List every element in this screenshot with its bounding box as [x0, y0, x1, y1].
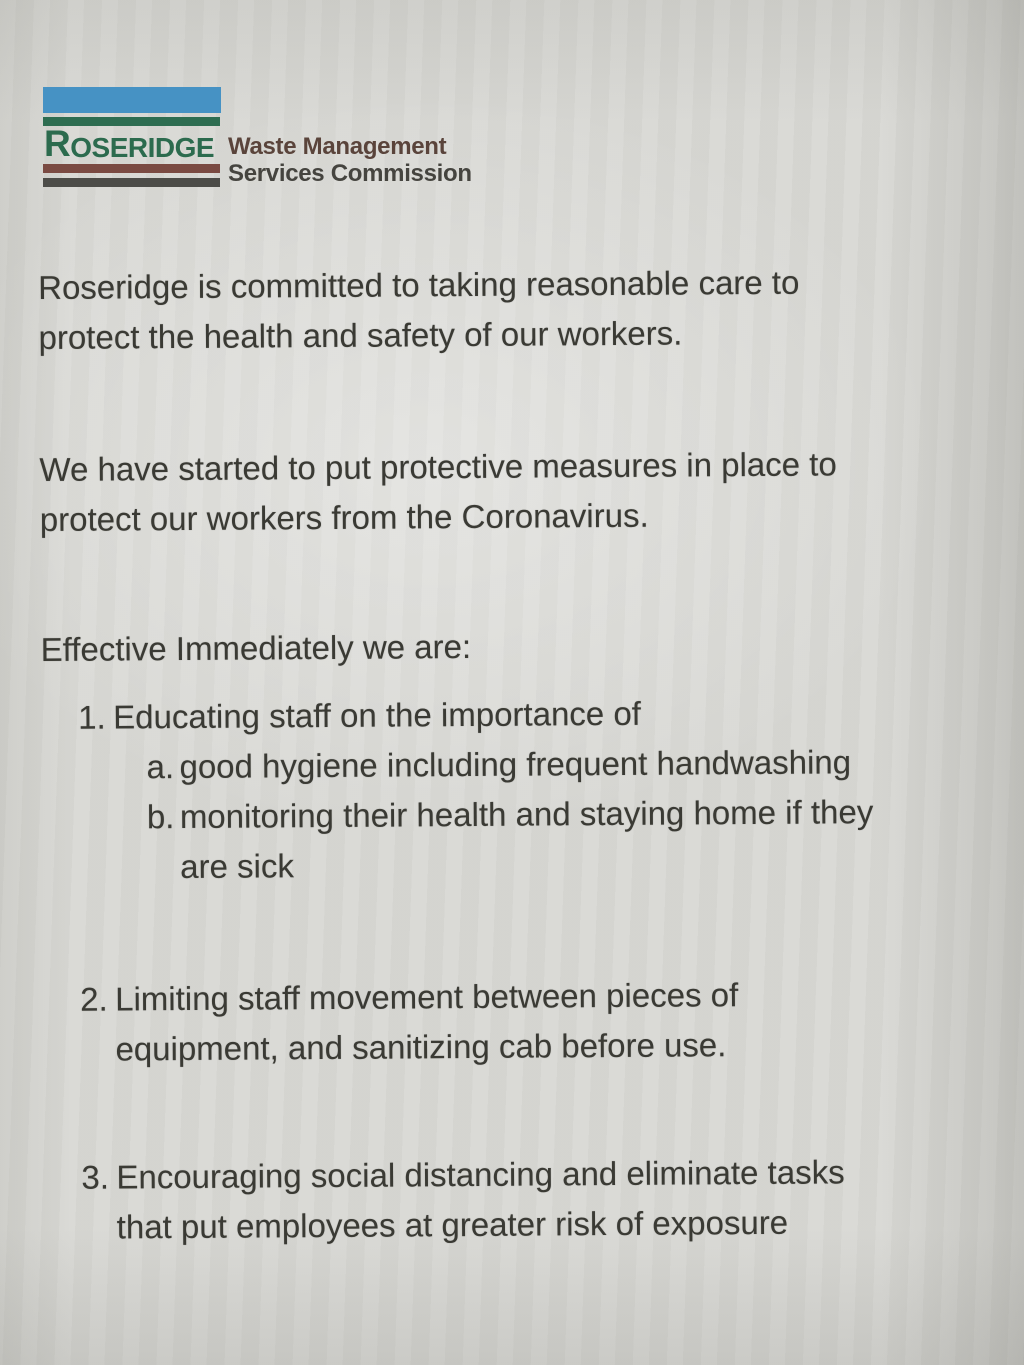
list-item-3-marker: 3. — [81, 1158, 110, 1196]
list-item-line: Educating staff on the importance of — [113, 694, 642, 736]
logo-maroon-bar — [43, 164, 220, 173]
logo-org-name — [228, 133, 472, 187]
list-item-line: are sick — [180, 847, 295, 886]
list-item-1-text — [113, 689, 641, 743]
list-item-3 — [44, 1146, 1024, 1253]
paragraph-line: Roseridge is committed to taking reasonable care to — [38, 263, 800, 306]
logo-mark — [43, 87, 221, 187]
list-item-1a — [41, 736, 1024, 793]
org-name-line-2: Services Commission — [228, 160, 472, 187]
roseridge-logo — [43, 87, 1024, 187]
list-item-line: Encouraging social distancing and eliminate tasks — [116, 1153, 845, 1196]
list-item-line: good hygiene including frequent handwashing — [179, 743, 852, 786]
paragraph-line: protect our workers from the Coronavirus. — [39, 496, 649, 538]
logo-wordmark — [44, 123, 221, 164]
list-item-1b-marker: b. — [146, 798, 175, 836]
wordmark-rest: OSERIDGE — [70, 132, 215, 163]
list-item-2-text — [115, 970, 739, 1074]
list-item-3-text — [116, 1147, 845, 1252]
org-name-line-1: Waste Management — [228, 133, 447, 160]
list-item-1b-text — [180, 787, 874, 892]
wordmark-initial: R — [44, 123, 71, 164]
list-item-1-marker: 1. — [78, 698, 106, 736]
logo-gray-bar — [43, 178, 220, 187]
list-intro: Effective Immediately we are: — [40, 627, 472, 668]
paragraph-line: We have started to put protective measures in place to — [39, 445, 837, 488]
list-item-line: that put employees at greater risk of exposure — [116, 1203, 789, 1246]
list-item-1a-text — [179, 737, 851, 792]
memo-body — [38, 256, 1024, 1253]
list-item-line: equipment, and sanitizing cab before use. — [115, 1026, 727, 1068]
paragraph-commitment — [38, 256, 1024, 363]
list-item-2-marker: 2. — [80, 980, 108, 1018]
list-item-1 — [41, 686, 1024, 743]
paragraph-measures — [39, 438, 1024, 545]
list-item-1a-marker: a. — [146, 748, 175, 786]
list-item-1b — [42, 786, 1024, 893]
list-item-line: monitoring their health and staying home if they — [179, 793, 874, 836]
list-item-line: Limiting staff movement between pieces of — [115, 976, 739, 1018]
logo-blue-block — [43, 87, 221, 113]
paragraph-line: protect the health and safety of our workers. — [38, 314, 683, 356]
list-item-2 — [43, 968, 1024, 1075]
document-content — [38, 87, 1024, 1253]
